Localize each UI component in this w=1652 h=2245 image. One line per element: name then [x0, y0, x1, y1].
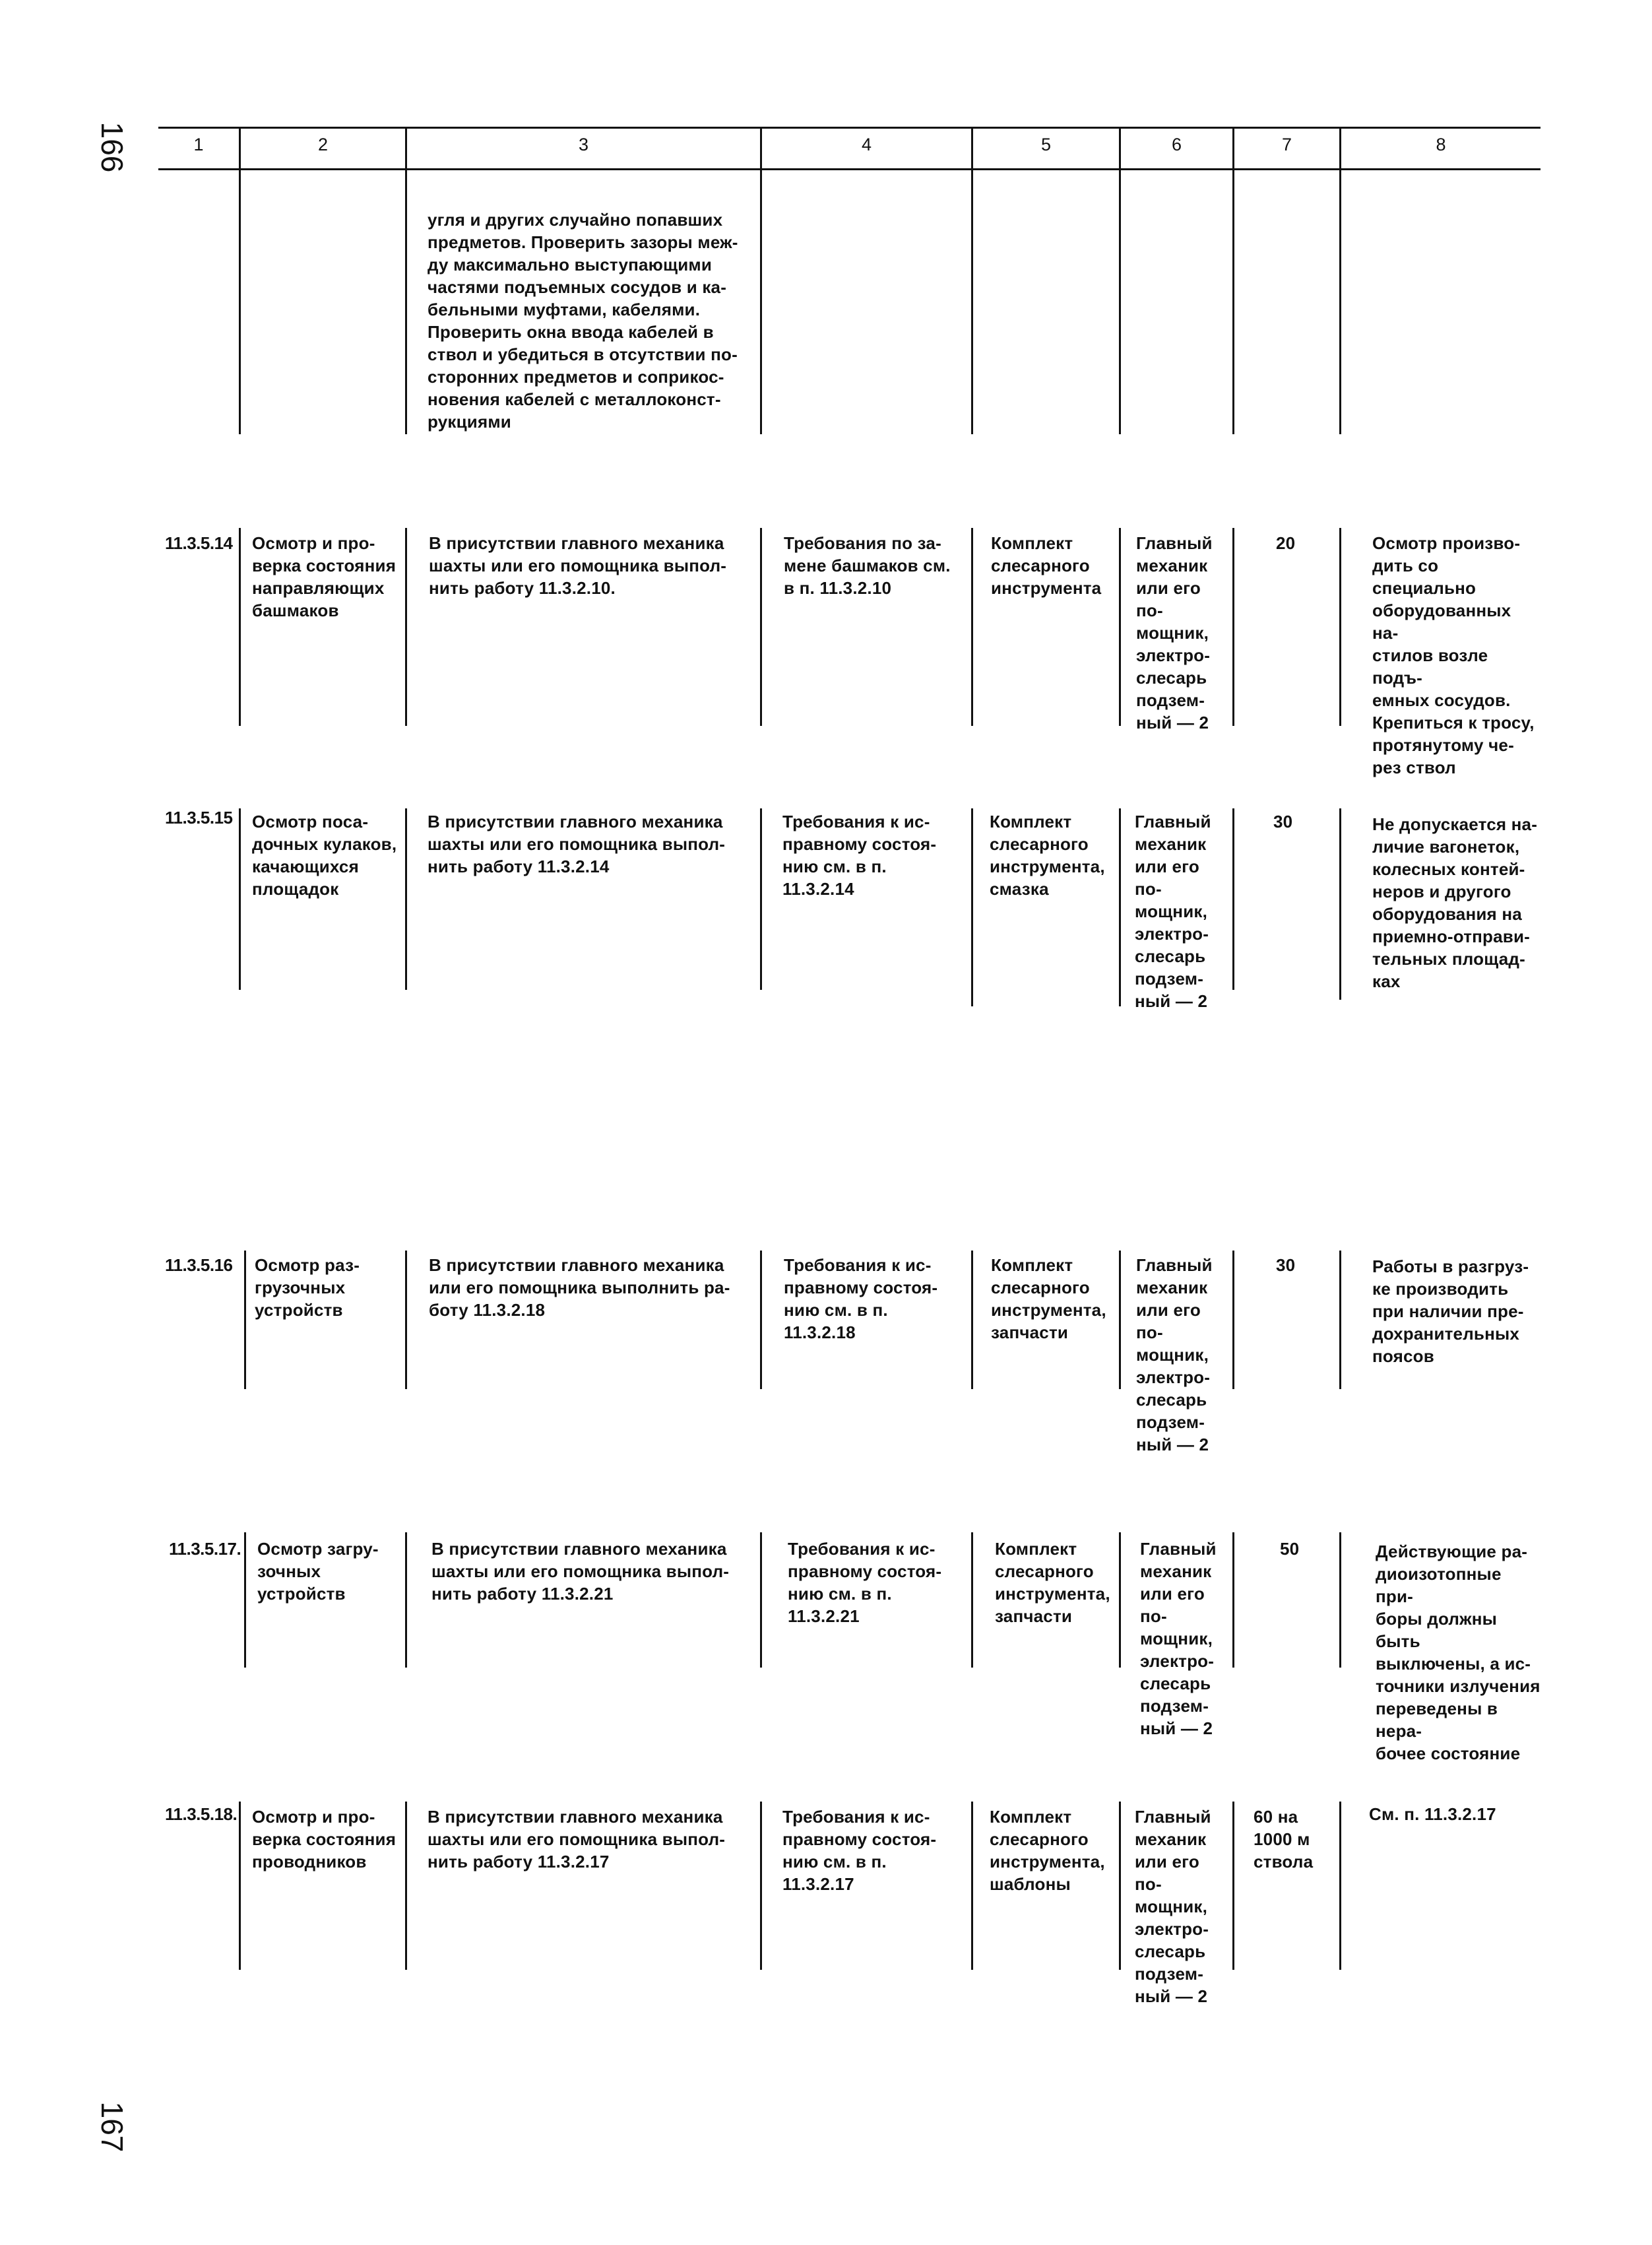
- row-divider: [1119, 1251, 1121, 1389]
- header-col-4: 4: [861, 135, 872, 154]
- row-requirements: Требования к ис- правному состоя- нию см. в п. 11.3.2.17: [782, 1807, 937, 1894]
- header-col-8: 8: [1436, 135, 1446, 154]
- row-equipment: Комплект слесарного инструмента, шаблоны: [990, 1807, 1105, 1894]
- row-divider: [405, 1532, 407, 1668]
- row-procedure: В присутствии главного механика шахты или его помощника выпол- нить работу 11.3.2.17: [428, 1807, 726, 1871]
- row-divider: [760, 528, 762, 726]
- page-number-bottom: 167: [95, 2101, 129, 2153]
- row-divider: [1119, 808, 1121, 1006]
- row-work-item: Осмотр поса- дочных кулаков, качающихся площадок: [252, 812, 397, 899]
- row-divider: [1339, 1802, 1341, 1970]
- row-equipment: Комплект слесарного инструмента, смазка: [990, 812, 1105, 899]
- row-divider: [971, 1802, 973, 1970]
- row-equipment: Комплект слесарного инструмента: [991, 533, 1102, 598]
- row-requirements: Требования к ис- правному состоя- нию см. в п. 11.3.2.21: [788, 1539, 942, 1626]
- row-requirements: Требования по за- мене башмаков см. в п. 11.3.2.10: [784, 533, 951, 598]
- row-equipment: Комплект слесарного инструмента, запчасти: [995, 1539, 1110, 1626]
- row-divider: [239, 528, 241, 726]
- row-personnel: Главный механик или его по- мощник, электро- слесарь подзем- ный — 2: [1140, 1539, 1217, 1738]
- row-divider: [971, 1532, 973, 1668]
- row-work-item: Осмотр и про- верка состояния направляющих башмаков: [252, 533, 397, 620]
- header-col-2: 2: [317, 135, 329, 154]
- row-divider: [1339, 528, 1341, 726]
- row-divider: [239, 808, 241, 990]
- cont-divider: [1232, 170, 1234, 434]
- cont-divider: [971, 170, 973, 434]
- header-col-1: 1: [193, 135, 204, 154]
- row-procedure: В присутствии главного механика или его помощника выполнить ра- боту 11.3.2.18: [429, 1255, 730, 1320]
- page-number-top: 166: [95, 121, 129, 173]
- row-notes: Работы в разгруз- ке производить при наличии пре- дохранительных поясов: [1372, 1256, 1529, 1366]
- row-divider: [1119, 528, 1121, 726]
- row-equipment: Комплект слесарного инструмента, запчасти: [991, 1255, 1106, 1342]
- row-personnel: Главный механик или его по- мощник, электро- слесарь подзем- ный — 2: [1135, 812, 1211, 1011]
- row-personnel: Главный механик или его по- мощник, электро- слесарь подзем- ный — 2: [1136, 533, 1213, 732]
- row-divider: [760, 1532, 762, 1668]
- row-divider: [971, 1251, 973, 1389]
- header-top-rule: [158, 127, 1541, 129]
- cont-divider: [1119, 170, 1121, 434]
- row-duration: 60 на 1000 м ствола: [1254, 1807, 1314, 1871]
- row-number: 11.3.5.18.: [165, 1804, 238, 1824]
- row-requirements: Требования к ис- правному состоя- нию см. в п. 11.3.2.18: [784, 1255, 938, 1342]
- row-divider: [405, 528, 407, 726]
- row-work-item: Осмотр и про- верка состояния проводников: [252, 1807, 397, 1871]
- row-procedure: В присутствии главного механика шахты или его помощника выпол- нить работу 11.3.2.21: [431, 1539, 730, 1604]
- row-divider: [239, 1802, 241, 1970]
- row-requirements: Требования к ис- правному состоя- нию см. в п. 11.3.2.14: [782, 812, 937, 899]
- row-divider: [1119, 1532, 1121, 1668]
- row-work-item: Осмотр раз- грузочных устройств: [255, 1255, 360, 1320]
- row-notes: Осмотр произво- дить со специально оборудованных на- стилов возле подъ- емных сосудов. Крепиться к тросу, протянутому че- рез ствол: [1372, 533, 1535, 777]
- row-personnel: Главный механик или его по- мощник, электро- слесарь подзем- ный — 2: [1136, 1255, 1213, 1454]
- row-divider: [1339, 808, 1341, 1000]
- row-duration: 30: [1276, 1255, 1296, 1275]
- continuation-text: угля и других случайно попавших предметов. Проверить зазоры меж- ду максимально выступающими частями подъемных сосудов и ка- бельными муфтами, кабелями. Проверить окна ввода кабелей в ствол и убедиться в отсутствии по- сторонних предметов и соприкос- новения кабелей с металлоконст- рукциями: [428, 210, 738, 432]
- row-number: 11.3.5.17.: [169, 1539, 241, 1559]
- row-divider: [1232, 1802, 1234, 1970]
- cont-divider: [760, 170, 762, 434]
- row-procedure: В присутствии главного механика шахты или его помощника выпол- нить работу 11.3.2.10.: [429, 533, 727, 598]
- row-divider: [1232, 528, 1234, 726]
- row-divider: [971, 808, 973, 1006]
- header-bottom-rule: [158, 168, 1541, 170]
- row-divider: [1232, 1251, 1234, 1389]
- header-col-3: 3: [578, 135, 589, 154]
- row-number: 11.3.5.14: [165, 533, 233, 553]
- row-notes: Не допускается на- личие вагонеток, колесных контей- неров и другого оборудования на приемно-отправи- тельных площад- ках: [1372, 814, 1538, 991]
- row-divider: [405, 1802, 407, 1970]
- row-work-item: Осмотр загру- зочных устройств: [257, 1539, 379, 1604]
- row-divider: [1232, 1532, 1234, 1668]
- row-notes: См. п. 11.3.2.17: [1369, 1804, 1496, 1824]
- row-divider: [1339, 1532, 1341, 1668]
- row-divider: [405, 1251, 407, 1389]
- row-divider: [1232, 808, 1234, 990]
- row-duration: 30: [1273, 812, 1293, 831]
- row-duration: 20: [1276, 533, 1296, 553]
- row-divider: [244, 1251, 246, 1389]
- row-divider: [760, 808, 762, 990]
- row-procedure: В присутствии главного механика шахты или его помощника выпол- нить работу 11.3.2.14: [428, 812, 726, 876]
- row-divider: [1119, 1802, 1121, 1970]
- header-col-5: 5: [1040, 135, 1052, 154]
- row-divider: [760, 1251, 762, 1389]
- cont-divider: [239, 170, 241, 434]
- row-divider: [1339, 1251, 1341, 1389]
- row-duration: 50: [1280, 1539, 1300, 1559]
- row-divider: [971, 528, 973, 726]
- row-number: 11.3.5.15: [165, 808, 233, 828]
- cont-divider: [1339, 170, 1341, 434]
- row-divider: [405, 808, 407, 990]
- header-col-7: 7: [1281, 135, 1292, 154]
- row-personnel: Главный механик или его по- мощник, электро- слесарь подзем- ный — 2: [1135, 1807, 1211, 2006]
- row-number: 11.3.5.16: [165, 1255, 233, 1275]
- row-notes: Действующие ра- диоизотопные при- боры должны быть выключены, а ис- точники излучения переведены в нера- бочее состояние: [1376, 1542, 1541, 1763]
- row-divider: [760, 1802, 762, 1970]
- header-col-6: 6: [1171, 135, 1182, 154]
- cont-divider: [405, 170, 407, 434]
